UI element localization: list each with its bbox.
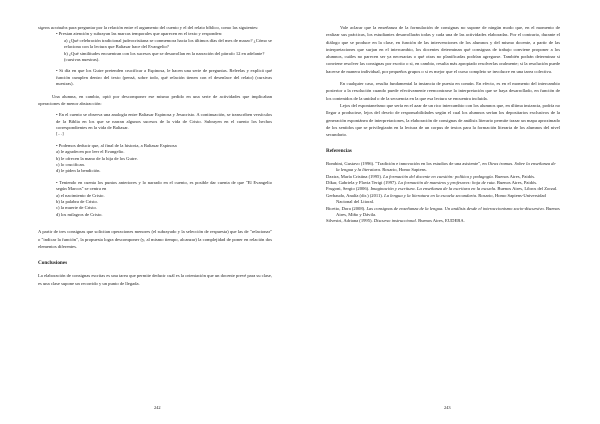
activity-option: d) los milagros de Cristo. <box>56 211 103 217</box>
quoted-activity: • Podemos deducir que, al final de la historia, a Baltasar Espinosa <box>56 142 177 148</box>
italic-phrase: signos acotados <box>38 25 68 30</box>
paragraph: Vale aclarar que la enseñanza de la formulación de consignas no supone de ningún modo que, en el momento de realizar sus prácticas, los estudiantes desarrollarán todas y cada una de las actividades elaboradas. Por el contrario, durante el diálogo que se produce en la clase, en función de las intervenciones de los alumnos y del mismo docente, a partir de las interpretaciones que surjan en el intercambio, los docentes determinan qué consignas de trabajo conviene proponer a los alumnos, cuáles no parecen ser ya necesarias o qué otras no planificadas podrían agregarse. También podrán determinar si conviene resolver las consignas por escrito o si, en cambio, resulta más apropiado resolverlas oralmente; si la resolución puede hacerse de manera individual, por pequeños grupos o si es mejor que el curso completo se involucre en una tarea colectiva. <box>326 25 560 74</box>
activity-option: b) ¿Qué similitudes encuentran con los sucesos que se desarrollan en la narración del párrafo 12 en adelante? (cursivas nuestras). <box>64 50 265 62</box>
activity-option: b) la palabra de Cristo. <box>56 199 98 205</box>
reference-entry: Díkar, Gabriela y Flavia Terigi (1997). La formación de maestros y profesores: hoja de ruta. Buenos Aires, Paidós. <box>326 179 538 185</box>
activity-option: b) le ofrecen la mano de la hija de los Gutre. <box>56 155 138 161</box>
paragraph-text: para preguntar por la relación entre el argumento del cuento y el del relato bíblico, como las siguientes: <box>67 25 259 30</box>
quoted-activity: • Si día en que los Gutre pretenden crucificar a Espinosa, le hacen una serie de preguntas. Releelas y explicá qué función cumplen dentro del texto (pensá, sobre todo, qué relación tienen con el desenlace del relato) (cursivas nuestras). <box>56 68 272 87</box>
section-heading: Conclusiones <box>38 260 68 267</box>
paragraph: A partir de tres consignas que solicitan operaciones menores (el subrayado y la selección de respuesta) que las de "relacionar" o "indicar la función", la propuesta logra descomponer (y, al mismo tiempo, alcanzar) la complejidad de poner en relación dos elementos diferentes. <box>38 229 272 249</box>
ellipsis: […] <box>56 131 64 137</box>
left-page <box>38 24 272 287</box>
reference-entry: Silvestri, Adriana (1995). Discurso instruccional. Buenos Aires, EUDEBA. <box>326 218 465 224</box>
paragraph: En cualquier caso, resulta fundamental la instancia de puesta en común. En efecto, es en el momento del intercambio posterior a la resolución cuando puede efectivamente reencontrarse la interpretación que se haya desarrollado, en función de los contenidos de la unidad o de la secuencia en la que esa lectura se encuentra incluida. <box>326 81 560 101</box>
activity-option: d) le piden la bendición. <box>56 168 101 174</box>
reference-entry: Bicetto, Dora (2008). Las consignas de enseñanza de la lengua. Un análisis desde el interaccionismo socio-discursivo. Buenos Aires, Miño y Dávila. <box>326 205 560 217</box>
page-number-right: 243 <box>444 405 451 410</box>
paragraph: Una alumna, en cambio, optó por descomponer ese mismo pedido en una serie de actividades que implicaban operaciones de menor abstracción: <box>38 93 272 106</box>
activity-option: a) el nacimiento de Cristo. <box>56 192 105 198</box>
quoted-activity: • Teniendo en cuenta los puntos anteriores y lo narrado en el cuento, es posible dar cuenta de que "El Evangelio según Marcos" se centra en <box>56 179 272 192</box>
activity-option: a) le agradecen por leer el Evangelio. <box>56 149 125 155</box>
activity-option: c) lo crucifican. <box>56 161 85 167</box>
quoted-activity: • En el cuento se observa una analogía entre Baltasar Espinosa y Jesucristo. A continuación, se transcriben versículos de la Biblia en los que se narran algunos sucesos de la vida de Cristo. Subrayen en el cuento los hechos correspondientes en la vida de Baltasar. <box>56 112 272 130</box>
paragraph: La elaboración de consignas escritas es una tarea que permite deducir cuál es la orientación que un docente prevé para su clase, es una clase supone un recorrido y un punto de llegada. <box>38 273 272 286</box>
quoted-activity: • Prestan atención y subrayan las marcas temporales que aparecen en el texto y responden: <box>56 31 223 37</box>
section-heading: Referencias <box>326 148 352 155</box>
reference-entry: Daxtra, María Cristina (1995). La formación del docente en cuestión: política y pedagogía. Buenos Aires, Paidós. <box>326 173 536 179</box>
activity-option: c) la muerte de Cristo. <box>56 205 97 211</box>
activity-option: a) ¿Qué celebración tradicional judeocristiana se conmemora hacia los últimos días del mes de marzo? ¿Cómo se relaciona con la lectura que Baltasar hace del Evangelio? <box>64 37 272 50</box>
right-page <box>326 24 560 225</box>
reference-entry: Bombini, Gustavo (1996). "Tradición e innovación en los estudios de una asistente", en Otras tramas. Sobre la enseñanza de la lengua y la literatura. Rosario, Homo Sapiens. <box>326 160 556 173</box>
paragraph: Lejos del espontaneísmo que sería en el azar de un rico intercambio con los alumnos que, en última instancia, podría no llegar a producirse, lejos del desvío de responsabilidades según el cual los alumnos serían los depositarios exclusivos de la generación espontánea de interpretaciones, la elaboración de consignas de análisis literario permite trazar un mapa aproximado de los sentidos que se privilegiarán en la lectura de un corpus de textos para la formación literaria de los alumnos del nivel secundario. <box>326 102 560 138</box>
reference-entry: Frugoni, Sergio (2006). Imaginación y escritura. La enseñanza de la escritura en la escuela. Buenos Aires, Libros del Zorzal. <box>326 186 558 192</box>
paragraph <box>38 24 272 31</box>
reference-entry: Gerbaudo, Analía (dir.) (2011). La lengua y la literatura en la escuela secundaria. Rosario, Homo Sapiens-Universidad Nacional del Litoral. <box>326 192 546 205</box>
page-number-left: 242 <box>154 405 161 410</box>
